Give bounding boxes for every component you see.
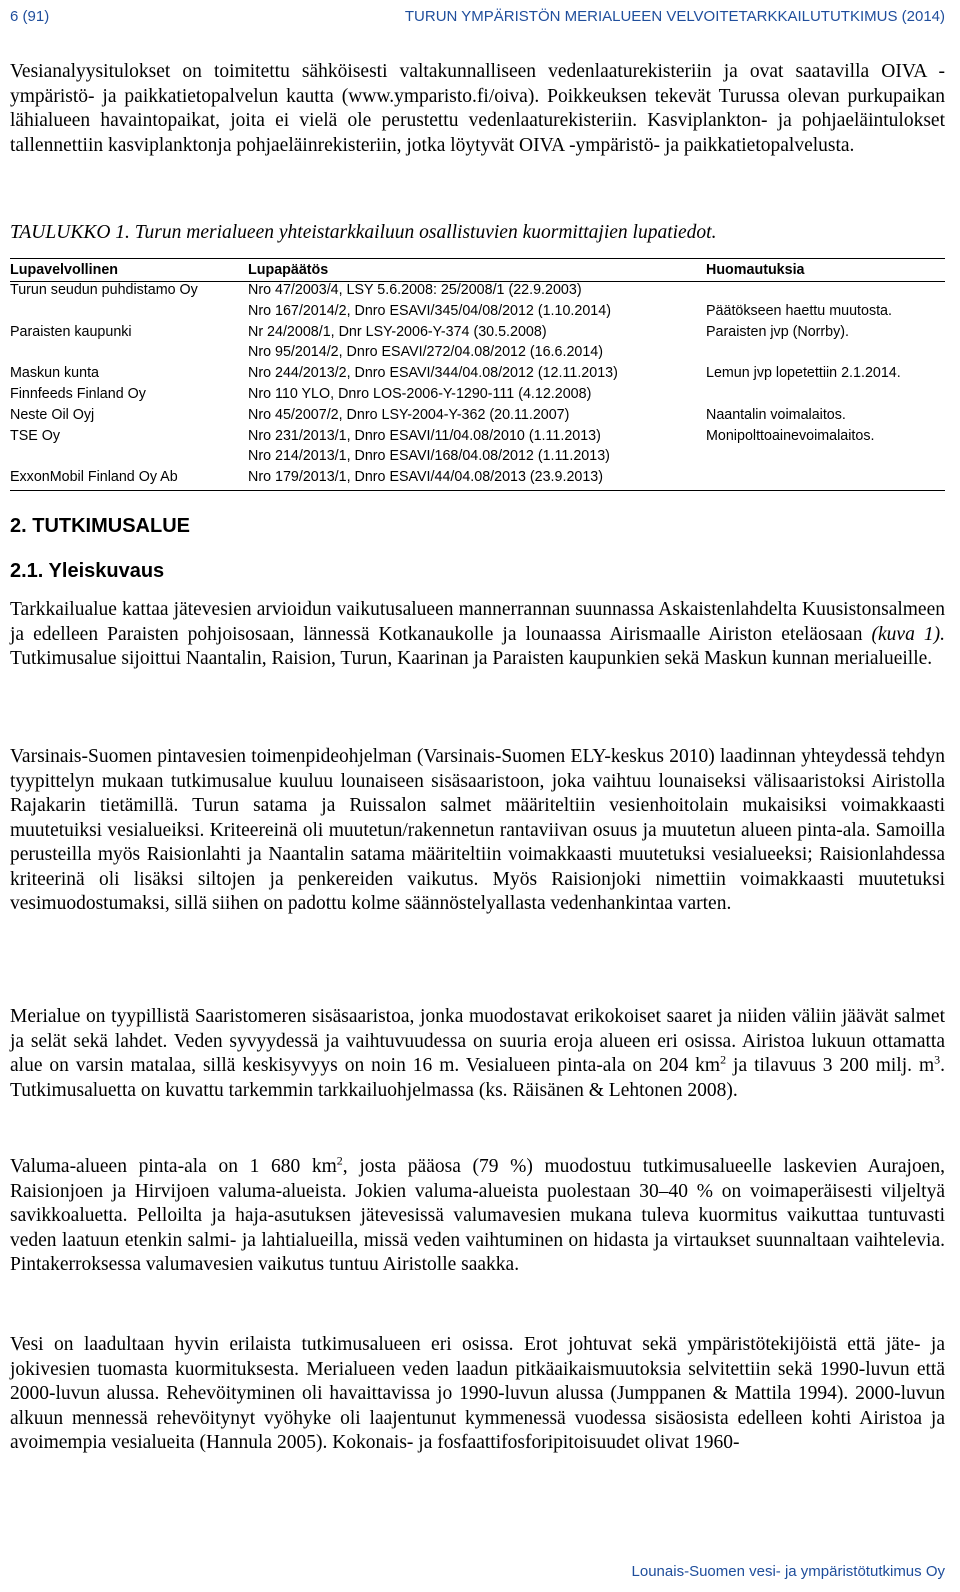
table-cell: Nro 167/2014/2, Dnro ESAVI/345/04/08/2012 (1.10.2014) <box>248 302 611 319</box>
paragraph-text: Tutkimusalue sijoittui Naantalin, Raision, Turun, Kaarinan ja Paraisten kaupunkien sekä Maskun kunnan merialueille. <box>10 648 933 669</box>
paragraph-text: , josta pääosa (79 %) muodostuu tutkimusalueelle laskevien Aurajoen, Raisionjoen ja Hirvijoen valuma-alueista. Jokien valuma-alueista puolestaan 30–40 % on voimaperäisesti viljeltyä savikkoaluetta. Pelloilta ja haja-asutuksen jätevesissä valumavesien mukana tuleva kuormitus vaikuttaa tuntuvasti veden laatuun etenkin salmi- ja lahtialueilla, missä veden vaihtuminen on hidasta ja virtaukset suunnaltaan vaihtelevia. Pintakerroksessa valumavesien vaikutus tuntuu Airistolle saakka. <box>10 1156 945 1275</box>
table-cell: Nro 45/2007/2, Dnro LSY-2004-Y-362 (20.11.2007) <box>248 406 570 423</box>
body-paragraph <box>10 1005 945 1103</box>
table-cell: Nro 95/2014/2, Dnro ESAVI/272/04.08/2012 (16.6.2014) <box>248 344 604 361</box>
paragraph-text: Merialue on tyypillistä Saaristomeren sisäsaaristoa, jonka muodostavat erikokoiset saaret ja niiden väliin jäävät salmet ja selät sekä lahdet. Veden syvyydessä ja vaihtuvuudessa on suuria eroja alueen eri osissa. Airistoa lukuun ottamatta alue on varsin matalaa, sillä keskisyvyys on noin 16 m. Vesialueen pinta-ala on 204 km <box>10 1006 945 1076</box>
paragraph-text: ja tilavuus 3 200 milj. m <box>726 1055 935 1076</box>
table-cell: Nro 47/2003/4, LSY 5.6.2008: 25/2008/1 (22.9.2003) <box>248 282 582 298</box>
table-row <box>10 282 945 303</box>
body-paragraph <box>10 598 945 672</box>
superscript: 2 <box>336 1153 343 1168</box>
table-cell: Naantalin voimalaitos. <box>706 406 846 423</box>
intro-paragraph: Vesianalyysitulokset on toimitettu sähköisesti valtakunnalliseen vedenlaaturekisteriin ja ovat saatavilla OIVA -ympäristö- ja paikkatietopalvelun kautta (www.ymparisto.fi/oiva). Poikkeuksen tekevät Turussa olevan purkupaikan lähialueen havaintopaikat, joita ei vielä ole perustettu vedenlaaturekisteriin. Kasviplankton- ja pohjaeläintulokset tallennettiin kasviplanktonja pohjaeläinrekisteriin, jotka löytyvät OIVA -ympäristö- ja paikkatietopalvelusta. <box>10 61 945 156</box>
table-cell: Paraisten jvp (Norrby). <box>706 323 850 340</box>
page-number: 6 (91) <box>10 8 50 25</box>
superscript: 3 <box>934 1052 941 1067</box>
table-row <box>10 407 945 428</box>
table-cell <box>706 282 945 303</box>
table-cell: Maskun kunta <box>10 365 100 382</box>
table-cell <box>706 386 945 407</box>
report-title: TURUN YMPÄRISTÖN MERIALUEEN VELVOITETARKKAILUTUTKIMUS (2014) <box>404 8 945 25</box>
table-cell: Nro 244/2013/2, Dnro ESAVI/344/04.08/2012 (12.11.2013) <box>248 365 618 382</box>
table-cell: Monipolttoainevoimalaitos. <box>706 427 875 444</box>
section-heading: 2. TUTKIMUSALUE <box>10 515 190 537</box>
subsection-heading: 2.1. Yleiskuvaus <box>10 560 165 582</box>
page-footer: Lounais-Suomen vesi- ja ympäristötutkimus Oy <box>631 1563 945 1580</box>
table-cell: Päätökseen haettu muutosta. <box>706 302 892 319</box>
superscript: 2 <box>720 1052 727 1067</box>
column-header: Lupavelvollinen <box>10 259 248 282</box>
table-cell: Nro 179/2013/1, Dnro ESAVI/44/04.08/2013 (23.9.2013) <box>248 469 604 486</box>
figure-reference: (kuva 1). <box>871 623 945 645</box>
table-row <box>10 428 945 449</box>
table-row <box>10 448 945 469</box>
table-cell <box>706 448 945 469</box>
column-header: Lupapäätös <box>248 259 706 282</box>
body-paragraph: Varsinais-Suomen pintavesien toimenpideohjelman (Varsinais-Suomen ELY-keskus 2010) laadinnan yhteydessä tehdyn tyypittelyn mukaan tutkimusalue kuuluu lounaiseen sisäsaaristoon, joka vaihtuu lounaiseksi välisaaristoksi Airistolla Rajakarin tietämillä. Turun satama ja Ruissalon salmet määriteltiin vesienhoitolain mukaisiksi voimakkaasti muutetuiksi vesialueiksi. Kriteereinä oli muutetun/rakennetun rantaviivan osuus ja muutetun alueen pinta-ala. Samoilla perusteilla myös Raisionlahti ja Naantalin satama määriteltiin voimakkaasti muutetuksi vesialueeksi; Raisionlahdessa kriteerinä oli lisäksi siltojen ja penkereiden vaikutus. Myös Raisionjoki nimettiin voimakkaasti muutetuksi vesimuodostumaksi, sillä siihen on padottu kolme säännöstelyallasta vedenhankintaa varten. <box>10 746 945 914</box>
page-header <box>10 4 945 30</box>
table-cell: Nro 214/2013/1, Dnro ESAVI/168/04.08/2012 (1.11.2013) <box>248 448 610 465</box>
body-paragraph <box>10 1155 945 1278</box>
table-row <box>10 365 945 386</box>
table-cell <box>10 448 248 469</box>
table-header-row <box>10 259 945 282</box>
table-cell: Turun seudun puhdistamo Oy <box>10 282 198 298</box>
table-cell <box>706 469 945 490</box>
table-cell: Nro 231/2013/1, Dnro ESAVI/11/04.08/2010 (1.11.2013) <box>248 427 601 444</box>
paragraph-text: Tarkkailualue kattaa jätevesien arvioidun vaikutusalueen mannerrannan suunnassa Askaistenlahdelta Kuusistonsalmeen ja edelleen Paraisten pohjoisosaan, lännessä Kotkanaukolle ja lounaassa Airismaalle Airiston eteläosaan <box>10 599 945 645</box>
table-caption: TAULUKKO 1. Turun merialueen yhteistarkkailuun osallistuvien kuormittajien lupatiedot. <box>10 222 717 243</box>
table-cell: Nro 110 YLO, Dnro LOS-2006-Y-1290-111 (4.12.2008) <box>248 385 592 402</box>
table-row <box>10 344 945 365</box>
paragraph-text: Valuma-alueen pinta-ala on 1 680 km <box>10 1156 337 1177</box>
table-cell <box>10 303 248 324</box>
table-cell: Nr 24/2008/1, Dnr LSY-2006-Y-374 (30.5.2008) <box>248 323 547 340</box>
table-cell: Paraisten kaupunki <box>10 323 132 340</box>
table-row <box>10 386 945 407</box>
permit-table <box>10 258 945 491</box>
table-row <box>10 303 945 324</box>
table-cell: Lemun jvp lopetettiin 2.1.2014. <box>706 365 901 382</box>
table-row <box>10 469 945 490</box>
table-cell <box>706 344 945 365</box>
paragraph-text: . Tutkimusaluetta on kuvattu tarkemmin tarkkailuohjelmassa (ks. Räisänen & Lehtonen 2008). <box>10 1055 945 1101</box>
table-cell: ExxonMobil Finland Oy Ab <box>10 469 178 486</box>
table-cell: Finnfeeds Finland Oy <box>10 385 146 402</box>
table-row <box>10 324 945 345</box>
body-paragraph: Vesi on laadultaan hyvin erilaista tutkimusalueen eri osissa. Erot johtuvat sekä ympäristötekijöistä että jäte- ja jokivesien tuomasta kuormituksesta. Merialueen veden laadun pitkäaikaismuutoksia selvitettiin sekä 1990-luvun että 2000-luvun alussa. Rehevöityminen oli havaittavissa jo 1990-luvun alussa (Jumppanen & Mattila 1994). 2000-luvun alkuun mennessä rehevöitynyt vyöhyke oli laajentunut kymmenessä vuodessa sisäosista edelleen kohti Airistoa ja avoimempia vesialueita (Hannula 2005). Kokonais- ja fosfaattifosforipitoisuudet olivat 1960- <box>10 1334 945 1453</box>
column-header: Huomautuksia <box>706 259 945 282</box>
table-cell <box>10 344 248 365</box>
table-cell: TSE Oy <box>10 427 61 444</box>
table-cell: Neste Oil Oyj <box>10 406 95 423</box>
